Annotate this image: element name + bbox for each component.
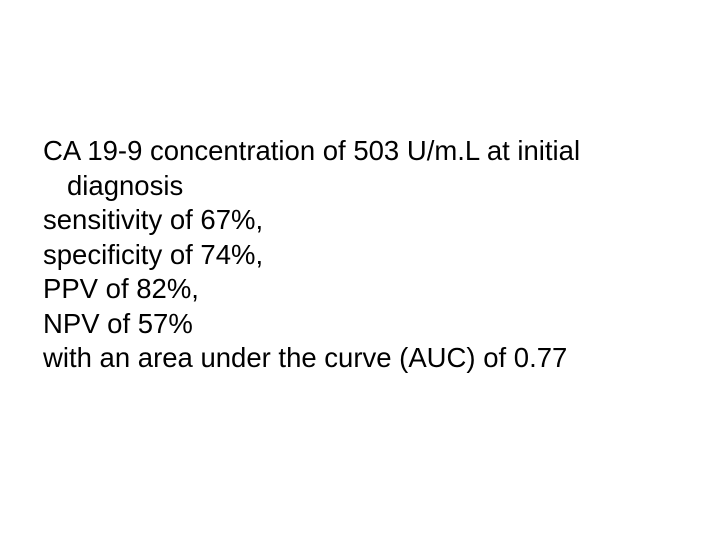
text-line-ppv: PPV of 82%, [43, 273, 199, 304]
text-line-npv: NPV of 57% [43, 307, 193, 339]
text-line-ca199: CA 19-9 concentration of 503 U/m.L at initial [43, 135, 581, 166]
text-line-diagnosis: diagnosis [67, 169, 184, 201]
text-line-auc: with an area under the curve (AUC) of 0.77 [43, 342, 568, 373]
slide-body-text [43, 134, 683, 376]
text-line-sensitivity: sensitivity of 67%, [43, 204, 264, 235]
text-line-specificity: specificity of 74%, [43, 238, 264, 270]
